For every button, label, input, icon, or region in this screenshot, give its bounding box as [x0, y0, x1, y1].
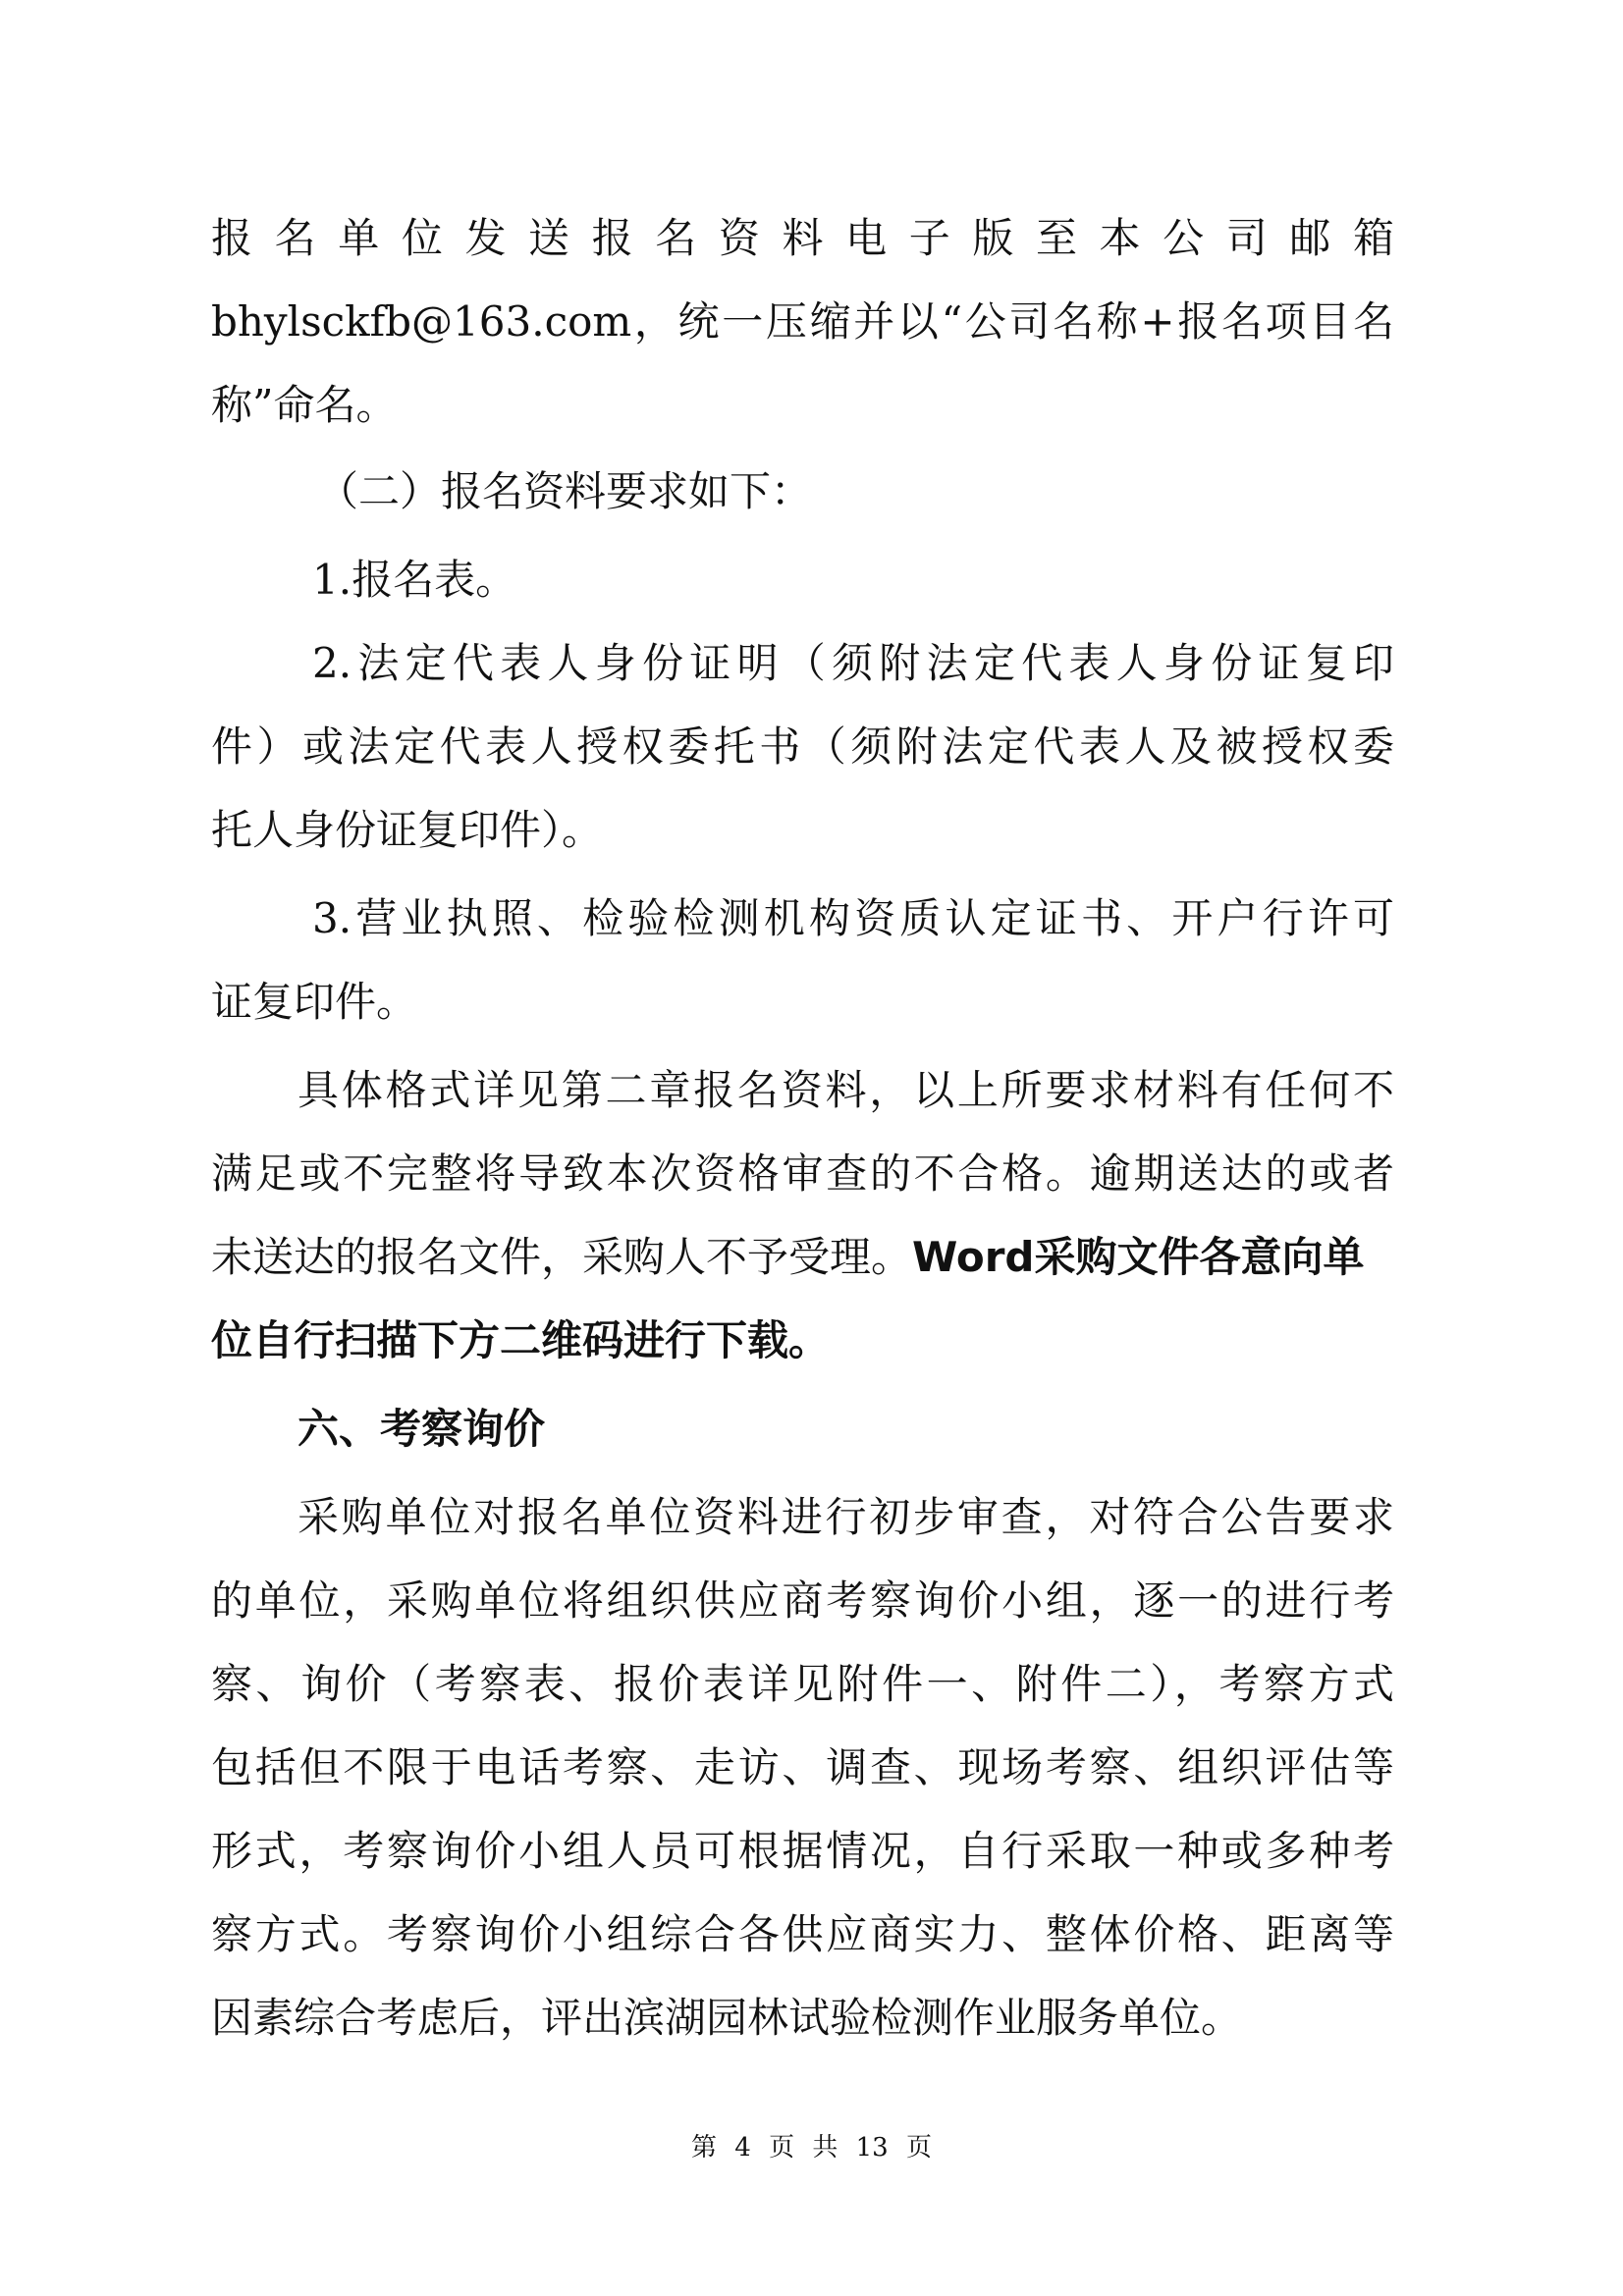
paragraph-line: 满足或不完整将导致本次资格审查的不合格。逾期送达的或者 — [211, 1149, 1394, 1198]
paragraph-line: 报 名 单 位 发 送 报 名 资 料 电 子 版 至 本 公 司 邮 箱 — [211, 214, 1394, 262]
section-subheading: （二）报名资料要求如下： — [317, 467, 813, 515]
bold-notice-text: Word采购文件各意向单 — [912, 1233, 1365, 1281]
paragraph-text: 未送达的报名文件，采购人不予受理。 — [211, 1233, 913, 1281]
paragraph-line: 包括但不限于电话考察、走访、调查、现场考察、组织评估等 — [211, 1743, 1394, 1791]
list-item: 3.营业执照、检验检测机构资质认定证书、开户行许可 — [312, 894, 1394, 942]
list-item: 2.法定代表人身份证明（须附法定代表人身份证复印 — [312, 639, 1394, 687]
paragraph-line: 采购单位对报名单位资料进行初步审查，对符合公告要求 — [298, 1493, 1394, 1541]
page-number-footer: 第 4 页 共 13 页 — [691, 2133, 932, 2163]
bold-notice-line: 位自行扫描下方二维码进行下载。 — [211, 1316, 831, 1364]
list-item-continuation: 证复印件。 — [211, 978, 418, 1026]
list-item-continuation: 托人身份证复印件）。 — [211, 806, 604, 854]
paragraph-line: 察方式。考察询价小组综合各供应商实力、整体价格、距离等 — [211, 1910, 1394, 1958]
list-item-continuation: 件）或法定代表人授权委托书（须附法定代表人及被授权委 — [211, 722, 1394, 771]
paragraph-line: 具体格式详见第二章报名资料，以上所要求材料有任何不 — [298, 1066, 1394, 1114]
section-heading: 六、考察询价 — [298, 1405, 546, 1453]
paragraph-line: 的单位，采购单位将组织供应商考察询价小组，逐一的进行考 — [211, 1576, 1394, 1625]
paragraph-line: 察、询价（考察表、报价表详见附件一、附件二），考察方式 — [211, 1660, 1394, 1708]
paragraph-line: 因素综合考虑后，评出滨湖园林试验检测作业服务单位。 — [211, 1994, 1243, 2042]
list-item: 1.报名表。 — [312, 556, 517, 604]
paragraph-line: bhylsckfb@163.com，统一压缩并以“公司名称+报名项目名 — [211, 297, 1394, 346]
paragraph-line: 形式，考察询价小组人员可根据情况，自行采取一种或多种考 — [211, 1827, 1394, 1875]
paragraph-line: 称”命名。 — [211, 381, 398, 429]
paragraph-line — [211, 1218, 1394, 1297]
